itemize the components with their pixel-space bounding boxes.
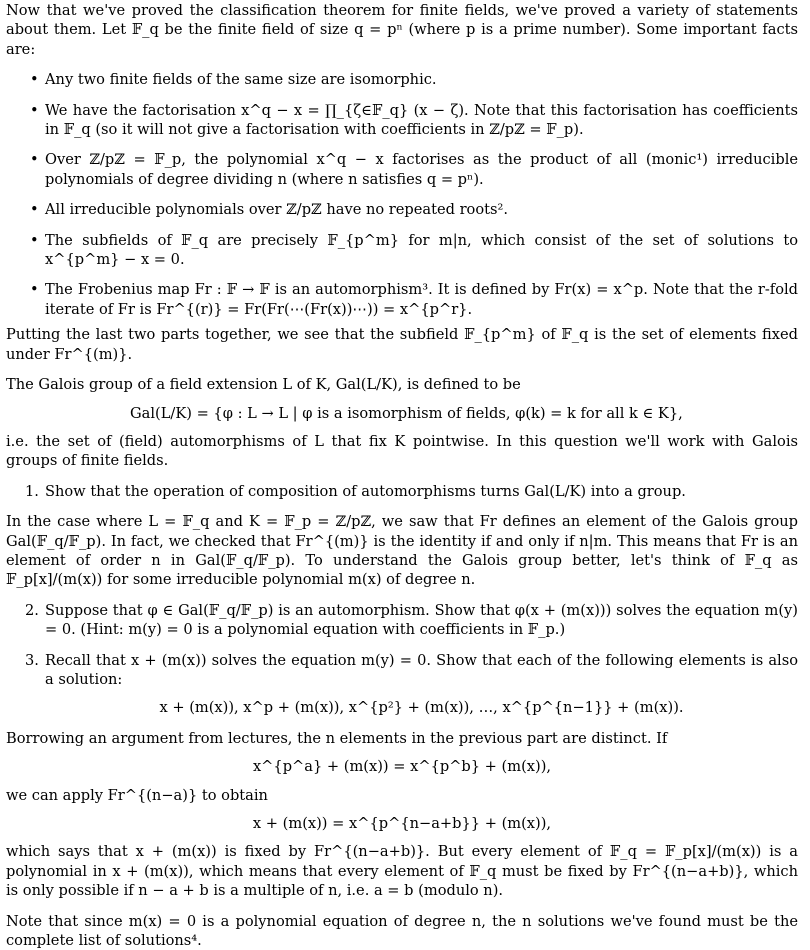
galois-definition-display: Gal(L/K) = {φ : L → L | φ is a isomorphism of fields, φ(k) = k for all k ∈ K},	[130, 404, 683, 422]
question-text: Suppose that φ ∈ Gal(𝔽_q/𝔽_p) is an automorphism. Show that φ(x + (m(x))) solves the equation m(y) = 0. (Hint: m(y) = 0 is a polynomial equation with coefficients in 𝔽_p.)	[45, 601, 798, 639]
bullet-icon: •	[30, 71, 39, 89]
question-list-2	[6, 601, 798, 718]
list-item	[6, 200, 798, 219]
note-paragraph: Note that since m(x) = 0 is a polynomial equation of degree n, the n solutions we've found must be the complete list of solutions⁴.	[6, 912, 798, 950]
case-paragraph: In the case where L = 𝔽_q and K = 𝔽_p = ℤ/pℤ, we saw that Fr defines an element of the Galois group Gal(𝔽_q/𝔽_p). In fact, we checked that Fr^{(m)} is the identity if and only if n|m. This means that Fr is an element of order n in Gal(𝔽_q/𝔽_p). To understand the Galois group better, let's think of 𝔽_q as 𝔽_p[x]/(m(x)) for some irreducible polynomial m(x) of degree n.	[6, 513, 798, 589]
fact-text: Any two finite fields of the same size are isomorphic.	[45, 71, 437, 89]
bullet-icon: •	[30, 151, 39, 169]
list-item	[6, 70, 798, 89]
question-3	[6, 651, 798, 718]
question-2	[6, 601, 798, 640]
equality-display: x^{p^a} + (m(x)) = x^{p^b} + (m(x)),	[252, 758, 552, 776]
fact-text: Over ℤ/pℤ = 𝔽_p, the polynomial x^q − x factorises as the product of all (monic¹) irreducible polynomials of degree dividing n (where n satisfies q = pⁿ).	[45, 151, 798, 188]
apply-line: we can apply Fr^{(n−a)} to obtain	[6, 786, 268, 804]
question-text: Show that the operation of composition of automorphisms turns Gal(L/K) into a group.	[45, 482, 686, 500]
fact-text: All irreducible polynomials over ℤ/pℤ have no repeated roots².	[45, 201, 508, 219]
bullet-icon: •	[30, 281, 39, 299]
facts-list	[6, 70, 798, 319]
fact-text: The Frobenius map Fr : 𝔽 → 𝔽 is an automorphism³. It is defined by Fr(x) = x^p. Note that the r-fold iterate of Fr is Fr^{(r)} = Fr(Fr(⋯(Fr(x))⋯)) = x^{p^r}.	[45, 281, 798, 318]
fact-text: The subfields of 𝔽_q are precisely 𝔽_{p^m} for m|n, which consist of the set of solutions to x^{p^m} − x = 0.	[45, 231, 798, 269]
list-item	[6, 280, 798, 319]
question-list-1	[6, 482, 798, 501]
question-number: 3.	[25, 651, 39, 669]
question-number: 1.	[25, 482, 39, 500]
question-text: Recall that x + (m(x)) solves the equation m(y) = 0. Show that each of the following elements is also a solution:	[45, 651, 798, 688]
after-facts-paragraph: Putting the last two parts together, we see that the subfield 𝔽_{p^m} of 𝔽_q is the set of elements fixed under Fr^{(m)}.	[6, 326, 798, 363]
list-item	[6, 101, 798, 140]
galois-definition-after: i.e. the set of (field) automorphisms of L that fix K pointwise. In this question we'll work with Galois groups of finite fields.	[6, 432, 798, 470]
bullet-icon: •	[30, 201, 39, 219]
fact-text: We have the factorisation x^q − x = ∏_{ζ∈𝔽_q} (x − ζ). Note that this factorisation has coefficients in 𝔽_q (so it will not give a factorisation with coefficients in ℤ/pℤ = 𝔽_p).	[45, 101, 798, 139]
list-item	[6, 231, 798, 270]
solutions-display: x + (m(x)), x^p + (m(x)), x^{p²} + (m(x)), …, x^{p^{n−1}} + (m(x)).	[159, 699, 684, 717]
fixed-paragraph: which says that x + (m(x)) is fixed by Fr^{(n−a+b)}. But every element of 𝔽_q = 𝔽_p[x]/(m(x)) is a polynomial in x + (m(x)), which means that every element of 𝔽_q must be fixed by Fr^{(n−a+b)}, which is only possible if n − a + b is a multiple of n, i.e. a = b (modulo n).	[6, 843, 798, 900]
question-1	[6, 482, 798, 501]
galois-definition-intro: The Galois group of a field extension L of K, Gal(L/K), is defined to be	[6, 376, 521, 394]
frobenius-display: x + (m(x)) = x^{p^{n−a+b}} + (m(x)),	[252, 815, 552, 832]
borrow-paragraph: Borrowing an argument from lectures, the n elements in the previous part are distinct. If	[6, 729, 668, 747]
bullet-icon: •	[30, 101, 39, 119]
bullet-icon: •	[30, 231, 39, 249]
question-number: 2.	[25, 601, 39, 619]
list-item	[6, 150, 798, 189]
intro-paragraph: Now that we've proved the classification theorem for finite fields, we've proved a variety of statements about them. Let 𝔽_q be the finite field of size q = pⁿ (where p is a prime number). Some important facts are:	[6, 2, 798, 58]
